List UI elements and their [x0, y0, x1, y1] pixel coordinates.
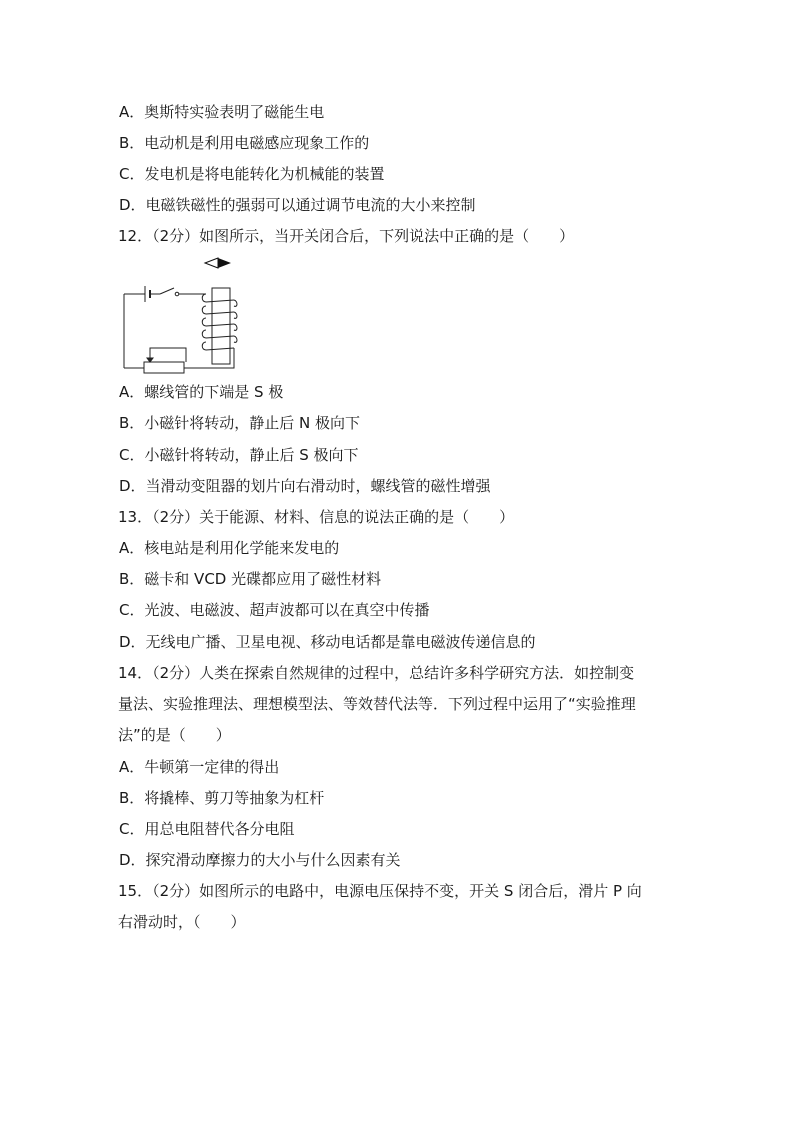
magnetic-needle-icon	[205, 258, 231, 268]
q13-stem: 13．（2分）关于能源、材料、信息的说法正确的是（ ）	[118, 508, 515, 526]
circuit-wires	[124, 294, 206, 368]
q12-option-a: A．螺线管的下端是 S 极	[119, 383, 284, 401]
q14-option-d: D．探究滑动摩擦力的大小与什么因素有关	[119, 851, 401, 869]
q11-option-b: B．电动机是利用电磁感应现象工作的	[119, 134, 370, 152]
battery-icon	[145, 286, 150, 302]
rheostat-icon	[144, 358, 184, 373]
q14-option-c: C．用总电阻替代各分电阻	[119, 820, 295, 838]
q14-stem-line-2: 量法、实验推理法、理想模型法、等效替代法等．下列过程中运用了“实验推理	[118, 695, 636, 713]
q12-option-d: D．当滑动变阻器的划片向右滑动时，螺线管的磁性增强	[119, 477, 491, 495]
solenoid-coil-icon	[188, 288, 237, 368]
q14-stem-line-3: 法”的是（ ）	[118, 726, 231, 744]
q13-option-b: B．磁卡和 VCD 光碟都应用了磁性材料	[119, 570, 382, 588]
solenoid-circuit-figure	[118, 252, 248, 374]
switch-icon	[160, 288, 179, 296]
q11-option-c: C．发电机是将电能转化为机械能的装置	[119, 165, 385, 183]
q14-stem-line-1: 14．（2分）人类在探索自然规律的过程中，总结许多科学研究方法．如控制变	[118, 664, 635, 682]
q13-option-d: D．无线电广播、卫星电视、移动电话都是靠电磁波传递信息的	[119, 633, 536, 651]
q12-option-c: C．小磁针将转动，静止后 S 极向下	[119, 446, 359, 464]
q15-stem-line-2: 右滑动时，（ ）	[118, 913, 246, 931]
q12-option-b: B．小磁针将转动，静止后 N 极向下	[119, 414, 361, 432]
q11-option-a: A．奥斯特实验表明了磁能生电	[119, 103, 325, 121]
q11-option-d: D．电磁铁磁性的强弱可以通过调节电流的大小来控制	[119, 196, 476, 214]
q13-option-c: C．光波、电磁波、超声波都可以在真空中传播	[119, 601, 430, 619]
q14-option-a: A．牛顿第一定律的得出	[119, 758, 280, 776]
q13-option-a: A．核电站是利用化学能来发电的	[119, 539, 340, 557]
q14-option-b: B．将撬棒、剪刀等抽象为杠杆	[119, 789, 325, 807]
q15-stem-line-1: 15．（2分）如图所示的电路中，电源电压保持不变，开关 S 闭合后，滑片 P 向	[118, 882, 642, 900]
q12-stem: 12．（2分）如图所示，当开关闭合后，下列说法中正确的是（ ）	[118, 227, 575, 245]
